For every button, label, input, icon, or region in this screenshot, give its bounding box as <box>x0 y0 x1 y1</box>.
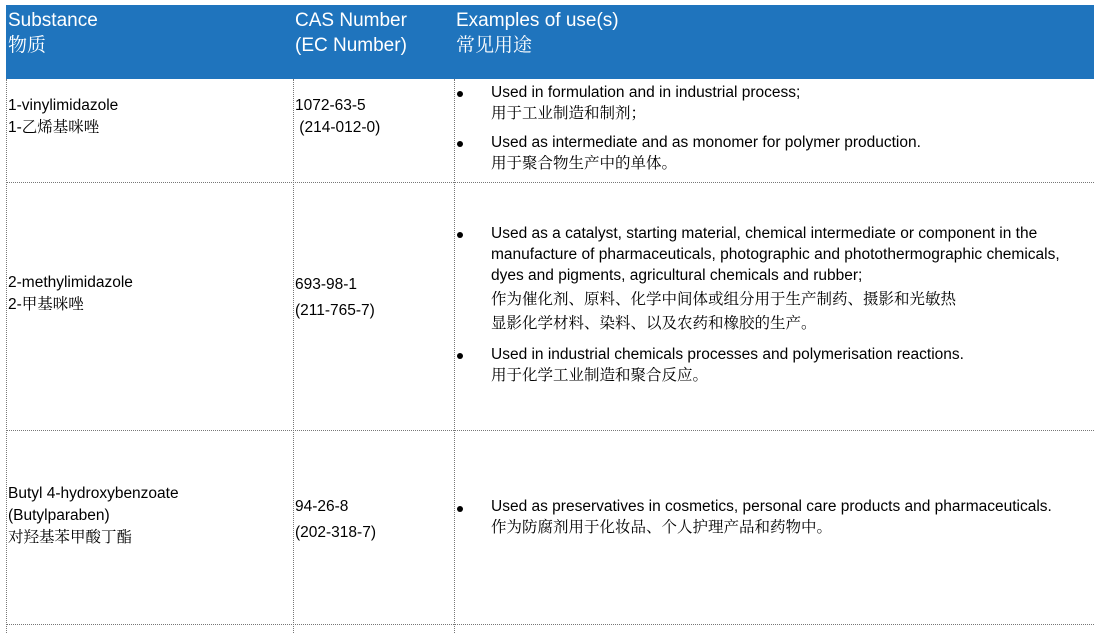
row-divider <box>6 430 1094 431</box>
ec-value: (211-765-7) <box>295 302 375 319</box>
substance-name <box>8 483 179 549</box>
row-divider <box>6 182 1094 183</box>
header-cas-ec: (EC Number) <box>295 35 407 56</box>
header-substance <box>8 5 98 58</box>
cas-number <box>295 494 376 546</box>
substance-name-en: 1-vinylimidazole <box>8 97 119 114</box>
header-use-zh: 常见用途 <box>456 35 533 56</box>
grid-line <box>454 79 455 633</box>
header-use <box>456 5 619 58</box>
grid-line <box>6 79 7 633</box>
use-line: Used as a catalyst, starting material, chemical intermediate or component in the <box>491 225 1038 242</box>
use-line: dyes and pigments, agricultural chemicals and rubber; <box>491 267 863 284</box>
use-line: 作为防腐剂用于化妆品、个人护理产品和药物中。 <box>491 519 833 536</box>
table-header <box>6 5 1094 79</box>
use-line: manufacture of pharmaceuticals, photographic and photothermographic chemicals, <box>491 246 1060 263</box>
cas-value: 94-26-8 <box>295 498 349 515</box>
use-item <box>491 82 800 124</box>
substance-name <box>8 272 133 316</box>
substance-table <box>6 5 1094 633</box>
substance-name-zh: 2-甲基咪唑 <box>8 296 84 313</box>
bullet-icon <box>457 232 463 238</box>
use-line: 显影化学材料、染料、以及农药和橡胶的生产。 <box>491 315 817 332</box>
bullet-icon <box>457 506 463 512</box>
header-substance-zh: 物质 <box>8 35 47 56</box>
use-item <box>491 223 1060 334</box>
header-cas <box>295 5 407 58</box>
substance-name-en: 2-methylimidazole <box>8 274 133 291</box>
cas-value: 1072-63-5 <box>295 97 366 114</box>
use-line: 用于化学工业制造和聚合反应。 <box>491 367 709 384</box>
bullet-icon <box>457 353 463 359</box>
substance-name-en: Butyl 4-hydroxybenzoate <box>8 485 179 502</box>
header-cas-en: CAS Number <box>295 10 407 31</box>
use-line: 作为催化剂、原料、化学中间体或组分用于生产制药、摄影和光敏热 <box>491 291 957 308</box>
use-item <box>491 496 1052 538</box>
use-line: Used as preservatives in cosmetics, personal care products and pharmaceuticals. <box>491 498 1052 515</box>
substance-name-alt: (Butylparaben) <box>8 507 110 524</box>
ec-value: (214-012-0) <box>295 119 381 136</box>
use-line: 用于聚合物生产中的单体。 <box>491 155 678 172</box>
cas-number <box>295 95 380 139</box>
bullet-icon <box>457 91 463 97</box>
use-item <box>491 344 964 386</box>
cas-value: 693-98-1 <box>295 276 358 293</box>
grid-line <box>293 79 294 633</box>
substance-name-zh: 对羟基苯甲酸丁酯 <box>8 529 133 546</box>
use-item <box>491 132 921 174</box>
use-line: Used in industrial chemicals processes and polymerisation reactions. <box>491 346 964 363</box>
header-use-en: Examples of use(s) <box>456 10 619 31</box>
substance-name-zh: 1-乙烯基咪唑 <box>8 119 100 136</box>
use-line: Used in formulation and in industrial process; <box>491 84 801 101</box>
header-substance-en: Substance <box>8 10 98 31</box>
use-line: 用于工业制造和制剂； <box>491 105 647 122</box>
use-line: Used as intermediate and as monomer for polymer production. <box>491 134 921 151</box>
cas-number <box>295 272 375 324</box>
substance-name <box>8 95 118 139</box>
bullet-icon <box>457 141 463 147</box>
row-divider <box>6 624 1094 625</box>
ec-value: (202-318-7) <box>295 524 376 541</box>
